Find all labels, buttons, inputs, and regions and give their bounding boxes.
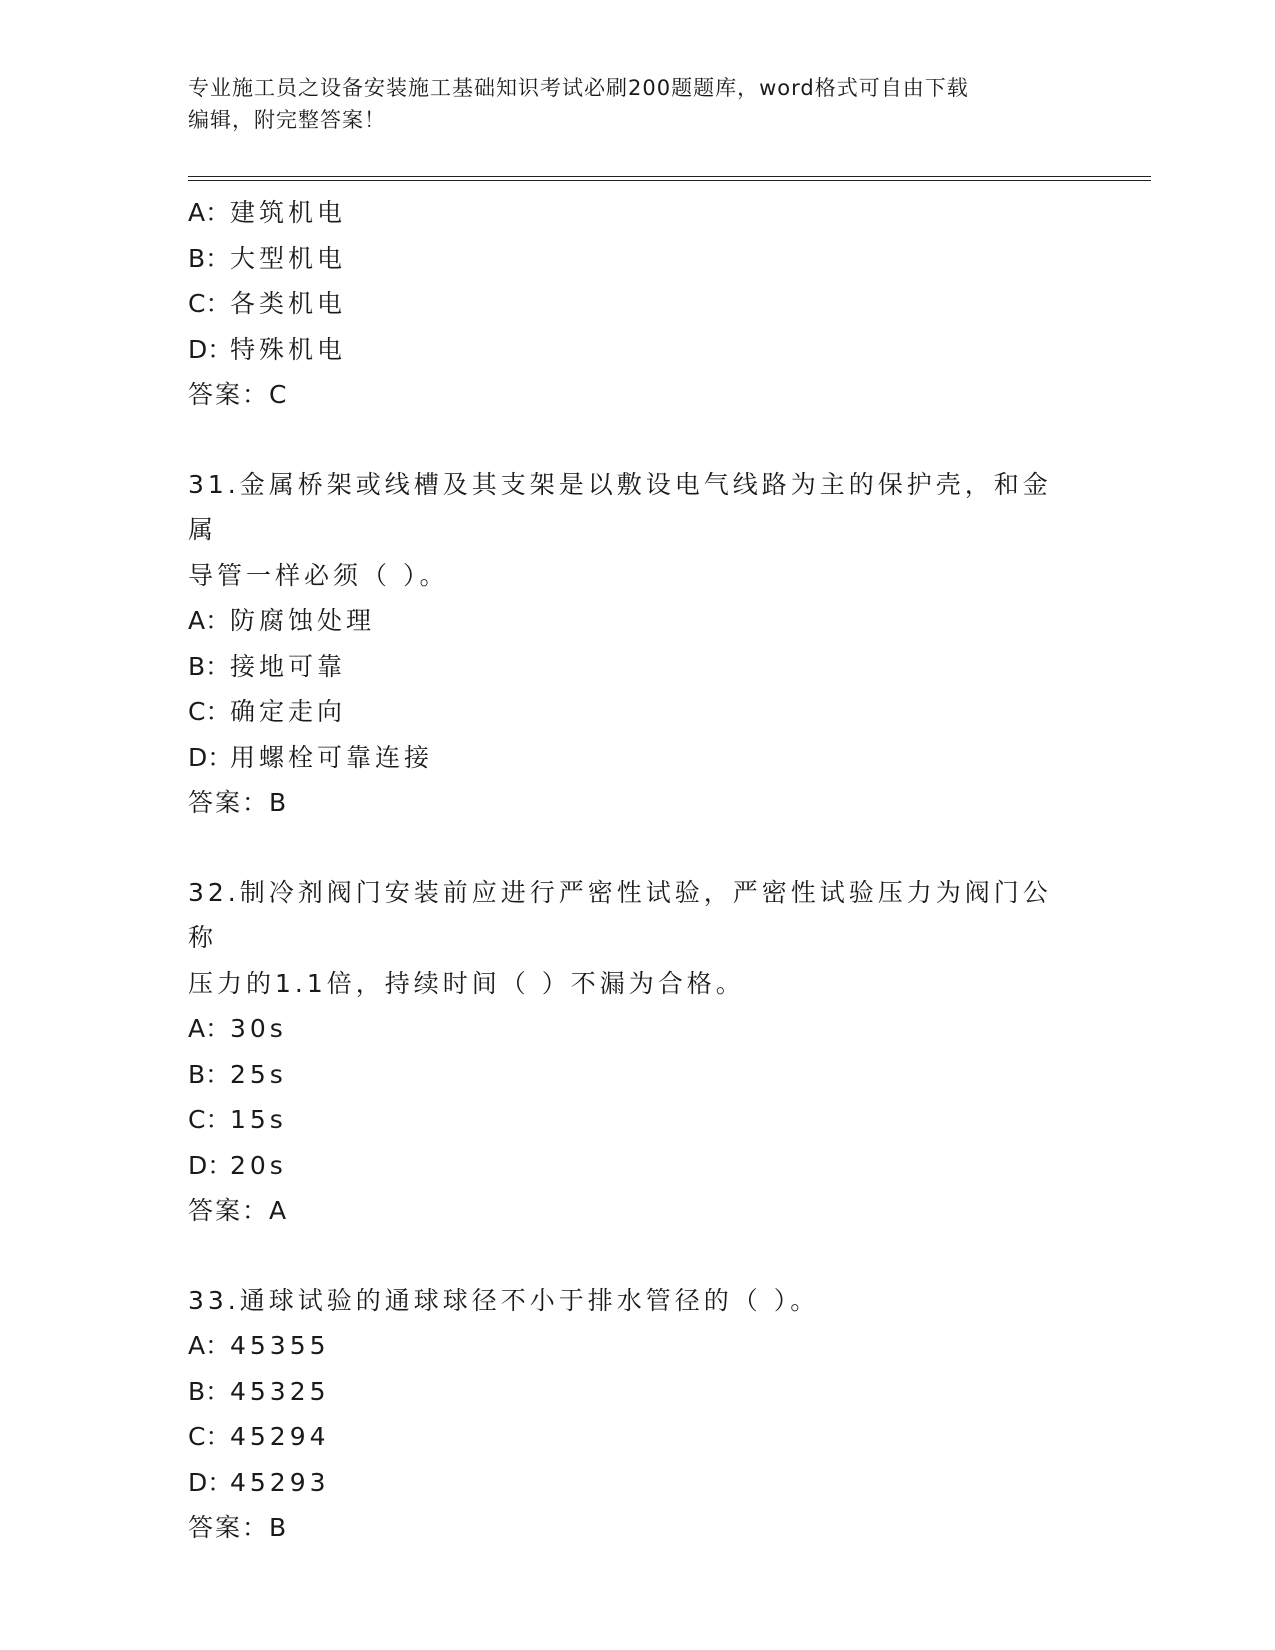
option-text: 45293 [230,1467,330,1497]
option-key: C： [188,1422,231,1451]
option-text: 20s [230,1150,287,1180]
question-stem [188,462,1068,599]
answer-label: 答案： [188,788,270,817]
question-stem-line-1: 32.制冷剂阀门安装前应进行严密性试验，严密性试验压力为阀门公称 [188,877,1052,952]
option-text: 45294 [230,1422,330,1451]
option-c [188,281,1088,327]
option-text: 特殊机电 [230,334,347,364]
option-text: 防腐蚀处理 [230,606,376,635]
option-d [188,1143,1088,1189]
question-stem [188,870,1068,1007]
option-c [188,1414,1088,1460]
option-key: A： [188,198,231,227]
question-stem-line-2: 导管一样必须（ ）。 [188,560,449,590]
option-c [188,1097,1088,1143]
option-d [188,327,1088,373]
answer-label: 答案： [188,1513,270,1542]
document-header [188,72,1068,136]
question-31 [188,462,1088,826]
option-text: 45325 [230,1376,330,1406]
option-a [188,1323,1088,1369]
header-divider [188,176,1151,181]
question-stem-line-1: 31.金属桥架或线槽及其支架是以敷设电气线路为主的保护壳，和金属 [188,469,1052,544]
option-text: 建筑机电 [230,198,347,227]
option-b [188,236,1088,282]
option-text: 用螺栓可靠连接 [230,742,434,772]
option-text: 各类机电 [230,289,347,318]
option-key: D： [188,1467,233,1497]
header-title-line-1: 专业施工员之设备安装施工基础知识考试必刷200题题库，word格式可自由下载 [188,76,969,100]
answer-line [188,1505,1088,1551]
answer-line [188,372,1088,418]
option-key: A： [188,1331,231,1360]
option-key: B： [188,1059,231,1089]
option-text: 30s [230,1014,287,1043]
option-key: C： [188,697,231,726]
answer-line [188,780,1088,826]
option-key: D： [188,1150,233,1180]
option-key: B： [188,1376,231,1406]
question-list [188,190,1088,1551]
answer-value: B [269,788,288,817]
option-a [188,190,1088,236]
answer-label: 答案： [188,380,270,409]
option-text: 接地可靠 [230,651,347,681]
option-b [188,1052,1088,1098]
question-stem [188,1278,1068,1324]
option-key: D： [188,742,233,772]
answer-value: B [269,1513,288,1542]
question-stem-line-1: 33.通球试验的通球球径不小于排水管径的（ ）。 [188,1285,820,1315]
answer-value: C [269,380,288,409]
header-title-line-2: 编辑，附完整答案！ [188,108,386,132]
option-a [188,1006,1088,1052]
option-c [188,689,1088,735]
option-text: 25s [230,1059,287,1089]
option-text: 45355 [230,1331,330,1360]
option-d [188,735,1088,781]
option-key: A： [188,606,231,635]
option-b [188,1369,1088,1415]
option-key: C： [188,289,231,318]
answer-line [188,1188,1088,1234]
option-key: A： [188,1014,231,1043]
option-text: 15s [230,1105,287,1134]
option-d [188,1460,1088,1506]
question-33 [188,1278,1088,1551]
question-stem-line-2: 压力的1.1倍，持续时间（ ）不漏为合格。 [188,968,745,998]
option-key: D： [188,334,233,364]
option-key: B： [188,651,231,681]
option-key: B： [188,243,231,273]
option-a [188,598,1088,644]
prev-question-block [188,190,1088,418]
question-32 [188,870,1088,1234]
answer-label: 答案： [188,1196,270,1225]
option-key: C： [188,1105,231,1134]
option-text: 大型机电 [230,243,347,273]
answer-value: A [269,1196,288,1225]
option-text: 确定走向 [230,697,347,726]
option-b [188,644,1088,690]
